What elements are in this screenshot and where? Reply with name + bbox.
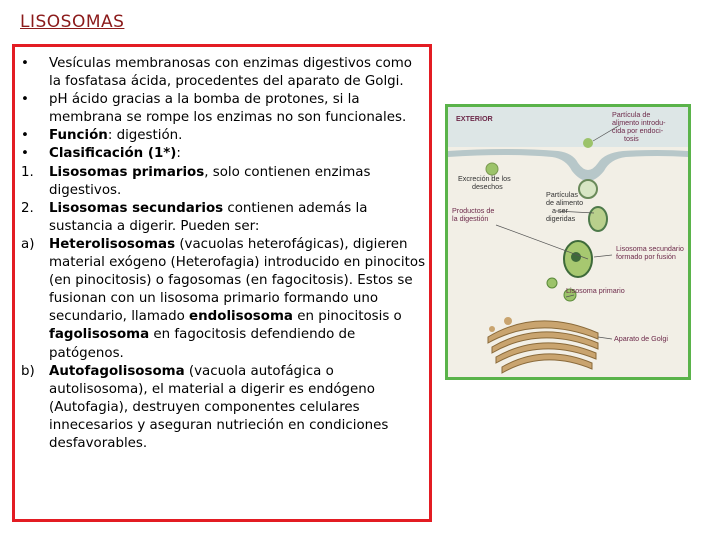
list-marker: a) — [21, 236, 35, 252]
list-marker: • — [21, 92, 29, 108]
text-run: : — [176, 146, 181, 162]
lysosome-diagram — [445, 104, 691, 380]
bold-term: Autofagolisosoma — [49, 363, 185, 379]
list-item — [21, 236, 426, 363]
list-item — [21, 145, 426, 163]
digestion-vesicle — [589, 207, 607, 231]
list-item — [21, 200, 426, 236]
primary-lysosome — [547, 278, 557, 288]
text-run: en fagocitosis defendiendo de patógenos. — [49, 327, 356, 361]
label-partial-4: digeridas — [546, 214, 576, 223]
page-title: LISOSOMAS — [20, 12, 125, 32]
label-excretion-2: desechos — [472, 182, 503, 191]
content-box — [12, 44, 432, 522]
label-golgi: Aparato de Golgi — [614, 334, 668, 343]
text-run: (vacuola autofágica o autolisosoma), el material a digerir es endógeno (Autofagia), destruyen componentes celulares innecesarios y aseguran nutrieción en condiciones desfavorables. — [49, 363, 389, 451]
list-item-text — [49, 164, 426, 200]
bold-term: Lisosomas secundarios — [49, 200, 224, 216]
text-run: en pinocitosis o — [292, 309, 402, 325]
label-excretion-1: Excreción de los — [458, 174, 511, 183]
bold-term: fagolisosoma — [49, 327, 150, 343]
golgi-vesicle — [504, 317, 512, 325]
text-run: pH ácido gracias a la bomba de protones, si la membrana se rompe los enzimas no son funcionales. — [49, 92, 407, 126]
list-item-text — [49, 200, 426, 236]
label-particle-2: alimento introdu- — [612, 118, 666, 127]
list-marker: • — [21, 128, 29, 144]
label-partial-1: Partículas — [546, 190, 578, 199]
bold-term: endolisosoma — [189, 309, 293, 325]
list-marker: 1. — [21, 164, 34, 180]
list-item-text — [49, 363, 426, 453]
endocytic-vesicle — [579, 180, 597, 198]
list-item — [21, 164, 426, 200]
label-products-1: Productos de — [452, 206, 495, 215]
bold-term: Función — [49, 128, 108, 144]
text-run: Vesículas membranosas con enzimas digestivos como la fosfatasa ácida, procedentes del aparato de Golgi. — [49, 56, 412, 90]
text-run: (vacuolas heterofágicas), digieren material exógeno (Heterofagia) introducido en pinocitos (en pinocitosis) o fagosomas (en fagocitosis). Estos se fusionan con un lisosoma primario formando uno secundario, llamado — [49, 236, 426, 325]
list-item-text — [49, 236, 426, 363]
label-particle-3: cida por endoci- — [612, 126, 664, 135]
list-item — [21, 363, 426, 453]
label-secondary-1: Lisosoma secundario — [616, 244, 684, 253]
list-item-text — [49, 55, 426, 91]
bold-term: Heterolisosomas — [49, 236, 176, 252]
label-products-2: la digestión — [452, 214, 489, 223]
golgi-apparatus — [488, 321, 598, 373]
label-primary: Lisosoma primario — [566, 286, 625, 295]
list-item — [21, 91, 426, 127]
text-run: : digestión. — [107, 128, 183, 144]
label-partial-2: de alimento — [546, 198, 584, 207]
text-run: contienen además la sustancia a digerir. Pueden ser: — [49, 200, 368, 234]
golgi-vesicle — [489, 326, 495, 332]
bold-term: Clasificación (1*) — [49, 146, 177, 162]
list-item-text — [49, 91, 426, 127]
label-secondary-2: formado por fusión — [616, 252, 676, 261]
list-item-text — [49, 145, 426, 163]
bold-term: Lisosomas primarios — [49, 164, 205, 180]
list-marker: 2. — [21, 200, 34, 216]
list-item — [21, 55, 426, 91]
list-item — [21, 127, 426, 145]
label-particle-4: tosis — [624, 134, 639, 143]
list-marker: • — [21, 56, 29, 71]
list-marker: b) — [21, 363, 35, 379]
food-particle — [583, 138, 593, 148]
list-item-text — [49, 127, 426, 145]
bullet-list — [21, 55, 426, 453]
label-particle-1: Partícula de — [612, 110, 651, 119]
label-partial-3: a ser — [552, 206, 568, 215]
list-marker: • — [21, 146, 29, 162]
diagram-svg — [448, 107, 688, 377]
label-exterior: EXTERIOR — [456, 114, 493, 123]
text-run: , solo contienen enzimas digestivos. — [49, 164, 371, 198]
